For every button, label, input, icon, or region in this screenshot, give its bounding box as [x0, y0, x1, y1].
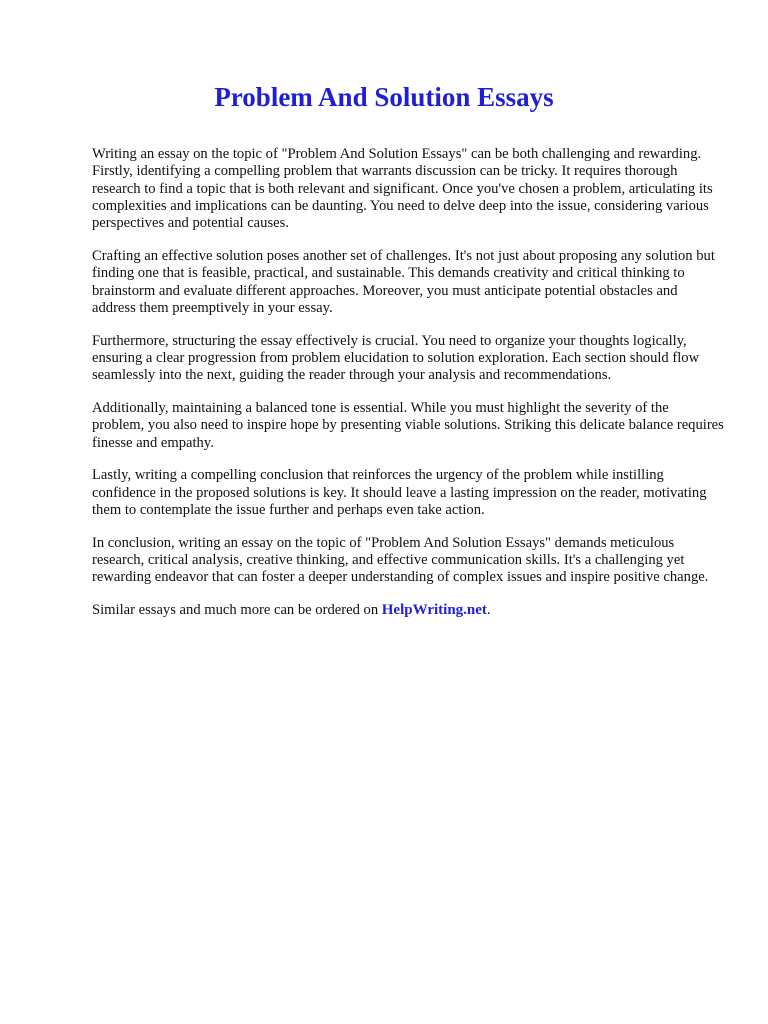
paragraph-2: Crafting an effective solution poses another set of challenges. It's not just about proposing any solution but finding one that is feasible, practical, and sustainable. This demands creativity and critical thinking to brainstorm and evaluate different approaches. Moreover, you must anticipate potential obstacles and address them preemptively in your essay. — [92, 247, 715, 316]
paragraph-5: Lastly, writing a compelling conclusion that reinforces the urgency of the problem while instilling confidence in the proposed solutions is key. It should leave a lasting impression on the reader, motivating them to contemplate the issue further and perhaps even take action. — [92, 467, 707, 519]
essay-body — [92, 146, 724, 635]
footer-suffix: . — [486, 602, 491, 619]
footer-prefix: Similar essays and much more can be ordered on — [92, 602, 382, 619]
page-title: Problem And Solution Essays — [214, 82, 554, 112]
footer-line — [92, 602, 724, 619]
paragraph-3: Furthermore, structuring the essay effectively is crucial. You need to organize your thoughts logically, ensuring a clear progression from problem elucidation to solution exploration. Each section should flow seamlessly into the next, guiding the reader through your analysis and recommendations. — [92, 332, 700, 384]
paragraph-6: In conclusion, writing an essay on the topic of "Problem And Solution Essays" demands meticulous research, critical analysis, creative thinking, and effective communication skills. It's a challenging yet rewarding endeavor that can foster a deeper understanding of complex issues and inspire positive change. — [92, 534, 709, 586]
paragraph-1: Writing an essay on the topic of "Problem And Solution Essays" can be both challenging and rewarding. Firstly, identifying a compelling problem that warrants discussion can be tricky. It requires thorough research to find a topic that is both relevant and significant. Once you've chosen a problem, articulating its complexities and implications can be daunting. You need to delve deep into the issue, considering various perspectives and potential causes. — [92, 146, 713, 232]
helpwriting-link[interactable]: HelpWriting.net — [381, 602, 487, 619]
paragraph-4: Additionally, maintaining a balanced tone is essential. While you must highlight the severity of the problem, you also need to inspire hope by presenting viable solutions. Striking this delicate balance requires finesse and empathy. — [92, 400, 724, 451]
